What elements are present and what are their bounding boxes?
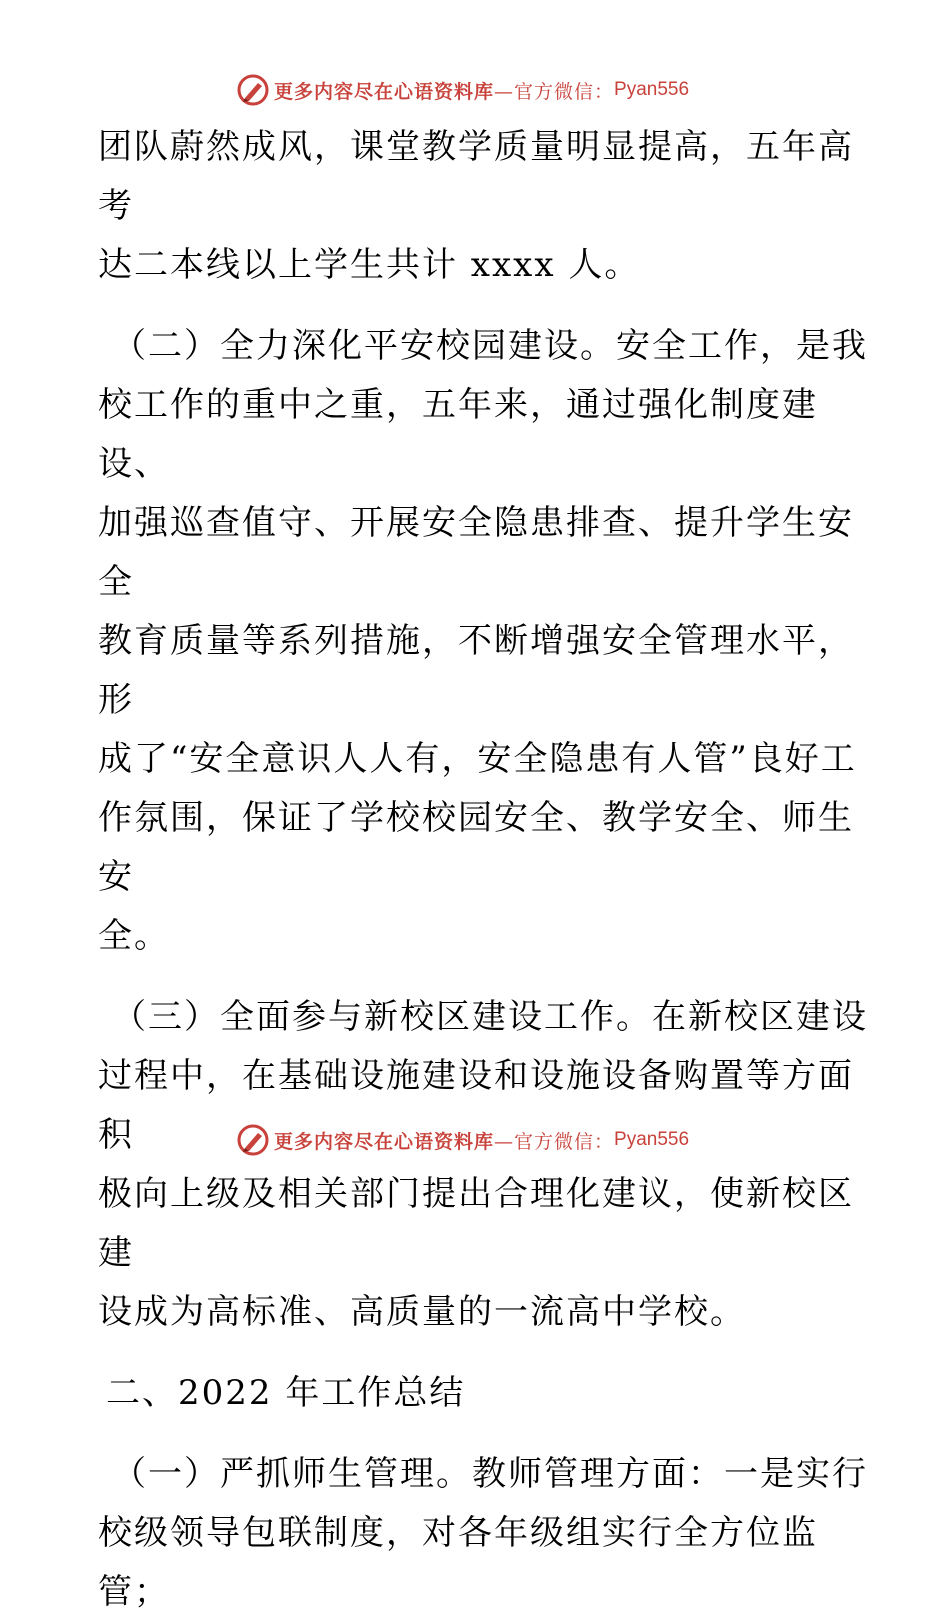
watermark-official: —官方微信： [494, 1130, 615, 1153]
text-line: （三）全面参与新校区建设工作。在新校区建设 [112, 997, 868, 1037]
watermark-handle: Pyan556 [614, 79, 690, 100]
text-line: 加强巡查值守、开展安全隐患排查、提升学生安全 [98, 503, 854, 602]
watermark-official: —官方微信： [494, 80, 615, 103]
text-line: （二）全力深化平安校园建设。安全工作，是我 [112, 326, 868, 366]
text-line: 极向上级及相关部门提出合理化建议，使新校区建 [98, 1174, 854, 1273]
text-line: 校级领导包联制度，对各年级组实行全方位监管； [98, 1513, 818, 1612]
pen-logo-icon [236, 1123, 270, 1157]
text-line: 过程中，在基础设施建设和设施设备购置等方面积 [98, 1056, 854, 1155]
text-line: 作氛围，保证了学校校园安全、教学安全、师生安 [98, 798, 854, 897]
watermark-banner-bottom [0, 1122, 950, 1158]
watermark-handle: Pyan556 [614, 1129, 690, 1150]
text-line: 全。 [98, 916, 170, 956]
text-line: 达二本线以上学生共计 xxxx 人。 [98, 245, 641, 285]
document-body [98, 118, 878, 1622]
watermark-inner [236, 1122, 689, 1158]
text-line: 校工作的重中之重，五年来，通过强化制度建设、 [98, 385, 818, 484]
text-line: 设成为高标准、高质量的一流高中学校。 [98, 1292, 746, 1332]
text-line: 团队蔚然成风，课堂教学质量明显提高，五年高考 [98, 127, 854, 226]
text-line: 教育质量等系列措施，不断增强安全管理水平，形 [98, 621, 854, 720]
text-line: （一）严抓师生管理。教师管理方面：一是实行 [112, 1454, 868, 1494]
pen-logo-icon [236, 73, 270, 107]
text-line: 成了“安全意识人人有，安全隐患有人管”良好工 [98, 739, 857, 779]
section-heading: 二、2022 年工作总结 [106, 1373, 466, 1413]
watermark-inner [236, 72, 689, 108]
watermark-banner-top [0, 72, 950, 108]
watermark-text: 更多内容尽在心语资料库 [274, 80, 495, 103]
watermark-text: 更多内容尽在心语资料库 [274, 1130, 495, 1153]
